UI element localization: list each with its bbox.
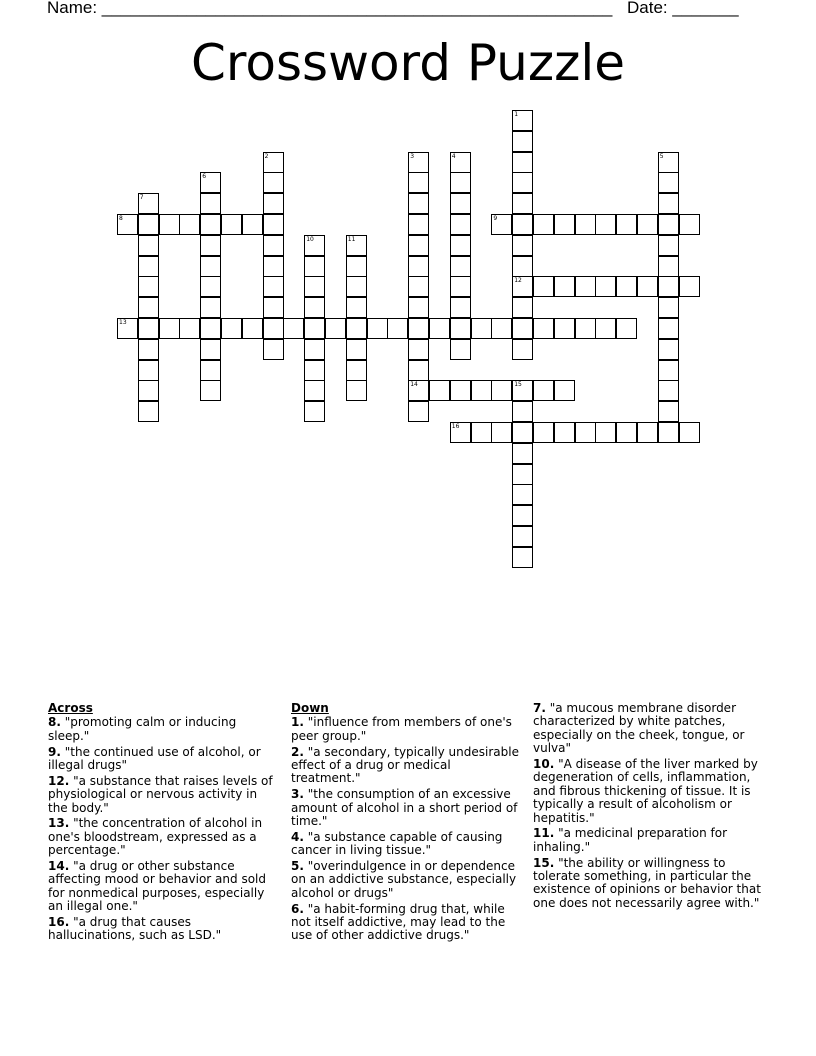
grid-cell[interactable]: [512, 547, 533, 568]
grid-cell[interactable]: [512, 131, 533, 152]
grid-cell[interactable]: [304, 318, 325, 339]
clue-num: 5.: [291, 859, 304, 874]
grid-cell[interactable]: [450, 297, 471, 318]
clue-item: [48, 716, 280, 743]
grid-cell[interactable]: [658, 235, 679, 256]
grid-cell[interactable]: [450, 152, 471, 173]
grid-cell[interactable]: [387, 318, 408, 339]
across-heading: Across: [48, 701, 93, 715]
clue-text: "a mucous membrane disorder characterized by white patches, especially on the cheek, tongue, or vulva": [533, 701, 745, 756]
date-field[interactable]: Date: _______: [627, 0, 739, 17]
grid-cell[interactable]: [138, 235, 159, 256]
grid-cell[interactable]: [138, 339, 159, 360]
clue-text: "the concentration of alcohol in one's bloodstream, expressed as a percentage.": [48, 816, 263, 858]
grid-cell[interactable]: [159, 318, 180, 339]
clue-item: [291, 860, 523, 900]
grid-cell[interactable]: [346, 339, 367, 360]
clue-num: 16.: [48, 915, 70, 930]
grid-cell[interactable]: [200, 339, 221, 360]
grid-cell[interactable]: [408, 256, 429, 277]
grid-cell[interactable]: [408, 214, 429, 235]
clue-num: 6.: [291, 901, 304, 916]
grid-cell[interactable]: [263, 152, 284, 173]
clue-number: 12: [514, 277, 522, 285]
down-clues-continued: [533, 702, 765, 913]
grid-cell[interactable]: [450, 339, 471, 360]
grid-cell[interactable]: [554, 214, 575, 235]
grid-cell[interactable]: [304, 256, 325, 277]
clue-num: 4.: [291, 829, 304, 844]
grid-cell[interactable]: [450, 256, 471, 277]
grid-cell[interactable]: [471, 318, 492, 339]
grid-cell[interactable]: [200, 297, 221, 318]
grid-cell[interactable]: [512, 256, 533, 277]
grid-cell[interactable]: [263, 318, 284, 339]
clue-number: 13: [119, 319, 127, 326]
grid-cell[interactable]: [138, 401, 159, 422]
grid-cell[interactable]: [512, 152, 533, 173]
clue-text: "A disease of the liver marked by degeneration of cells, inflammation, and fibrous thickening of tissue. It is typically a result of alcoholism or hepatitis.": [533, 757, 758, 825]
grid-cell[interactable]: [637, 276, 658, 297]
clue-item: [533, 857, 765, 911]
clue-item: [48, 775, 280, 815]
grid-cell[interactable]: [658, 422, 679, 443]
grid-cell[interactable]: [491, 214, 512, 235]
grid-cell[interactable]: [450, 193, 471, 214]
grid-cell[interactable]: [616, 318, 637, 339]
grid-cell[interactable]: [138, 318, 159, 339]
grid-cell[interactable]: [512, 380, 533, 401]
grid-cell[interactable]: [533, 276, 554, 297]
grid-cell[interactable]: [471, 422, 492, 443]
grid-cell[interactable]: [616, 276, 637, 297]
grid-cell[interactable]: [595, 214, 616, 235]
clue-number: 14: [410, 381, 418, 389]
grid-cell[interactable]: [200, 256, 221, 277]
grid-cell[interactable]: [408, 297, 429, 318]
clue-item: [48, 916, 280, 943]
clue-item: [48, 860, 280, 914]
clue-number: 1: [514, 111, 519, 118]
grid-cell[interactable]: [575, 276, 596, 297]
grid-cell[interactable]: [679, 276, 700, 297]
clue-text: "a secondary, typically undesirable effect of a drug or medical treatment.": [291, 744, 519, 786]
clue-item: [533, 827, 765, 854]
clue-item: [291, 903, 523, 943]
clue-item: [48, 817, 280, 857]
grid-cell[interactable]: [533, 318, 554, 339]
clue-num: 11.: [533, 826, 555, 841]
clue-item: [533, 702, 765, 756]
grid-cell[interactable]: [658, 360, 679, 381]
grid-cell[interactable]: [367, 318, 388, 339]
grid-cell[interactable]: [179, 214, 200, 235]
grid-cell[interactable]: [304, 401, 325, 422]
grid-cell[interactable]: [117, 318, 138, 339]
clue-num: 2.: [291, 744, 304, 759]
grid-cell[interactable]: [658, 172, 679, 193]
grid-cell[interactable]: [408, 235, 429, 256]
clue-text: "the ability or willingness to tolerate something, in particular the existence of opinions or behavior that one does not necessarily agree with.": [533, 855, 761, 910]
clue-num: 8.: [48, 715, 61, 730]
grid-cell[interactable]: [408, 318, 429, 339]
grid-cell[interactable]: [346, 318, 367, 339]
across-clues: [48, 702, 280, 945]
grid-cell[interactable]: [471, 380, 492, 401]
grid-cell[interactable]: [450, 235, 471, 256]
grid-cell[interactable]: [408, 276, 429, 297]
grid-cell[interactable]: [512, 276, 533, 297]
clue-text: "a drug or other substance affecting mood or behavior and sold for nonmedical purposes, especially an illegal one.": [48, 859, 266, 914]
grid-cell[interactable]: [512, 193, 533, 214]
clue-num: 7.: [533, 701, 546, 715]
grid-cell[interactable]: [658, 256, 679, 277]
clue-text: "a substance that raises levels of physiological or nervous activity in the body.": [48, 773, 273, 815]
grid-cell[interactable]: [304, 360, 325, 381]
grid-cell[interactable]: [242, 214, 263, 235]
name-field[interactable]: Name: ______________________________________________________: [47, 0, 613, 17]
grid-cell[interactable]: [138, 276, 159, 297]
grid-cell[interactable]: [616, 422, 637, 443]
grid-cell[interactable]: [200, 193, 221, 214]
grid-cell[interactable]: [512, 318, 533, 339]
clue-item: [48, 746, 280, 773]
grid-cell[interactable]: [263, 256, 284, 277]
grid-cell[interactable]: [408, 193, 429, 214]
clue-item: [291, 716, 523, 743]
grid-cell[interactable]: [491, 422, 512, 443]
grid-cell[interactable]: [616, 214, 637, 235]
grid-cell[interactable]: [138, 214, 159, 235]
grid-cell[interactable]: [554, 318, 575, 339]
grid-cell[interactable]: [242, 318, 263, 339]
grid-cell[interactable]: [679, 422, 700, 443]
clue-number: 15: [514, 381, 522, 389]
grid-cell[interactable]: [179, 318, 200, 339]
grid-cell[interactable]: [429, 318, 450, 339]
grid-cell[interactable]: [200, 235, 221, 256]
grid-cell[interactable]: [533, 422, 554, 443]
clue-number: 3: [410, 152, 415, 160]
grid-cell[interactable]: [346, 256, 367, 277]
grid-cell[interactable]: [263, 235, 284, 256]
grid-cell[interactable]: [450, 318, 471, 339]
grid-cell[interactable]: [304, 235, 325, 256]
grid-cell[interactable]: [138, 193, 159, 214]
grid-cell[interactable]: [263, 193, 284, 214]
down-heading: Down: [291, 701, 329, 715]
clue-text: "overindulgence in or dependence on an addictive substance, especially alcohol or drugs": [291, 859, 517, 900]
clue-text: "a substance capable of causing cancer in living tissue.": [291, 829, 503, 858]
clue-num: 3.: [291, 787, 304, 802]
grid-cell[interactable]: [575, 422, 596, 443]
clue-number: 16: [451, 423, 460, 430]
clue-number: 4: [451, 152, 456, 160]
grid-cell[interactable]: [554, 276, 575, 297]
grid-cell[interactable]: [595, 276, 616, 297]
clue-number: 8: [119, 215, 123, 222]
grid-cell[interactable]: [304, 297, 325, 318]
grid-cell[interactable]: [117, 214, 138, 235]
grid-cell[interactable]: [408, 360, 429, 381]
clue-text: "a medicinal preparation for inhaling.": [533, 826, 728, 854]
grid-cell[interactable]: [450, 380, 471, 401]
grid-cell[interactable]: [200, 214, 221, 235]
grid-cell[interactable]: [533, 214, 554, 235]
grid-cell[interactable]: [450, 172, 471, 193]
grid-cell[interactable]: [637, 214, 658, 235]
grid-cell[interactable]: [346, 235, 367, 256]
grid-cell[interactable]: [658, 401, 679, 422]
grid-cell[interactable]: [491, 318, 512, 339]
clue-text: "the consumption of an excessive amount of alcohol in a short period of time.": [291, 787, 518, 829]
grid-cell[interactable]: [491, 380, 512, 401]
clue-num: 13.: [48, 816, 70, 831]
clue-item: [291, 831, 523, 858]
grid-cell[interactable]: [450, 214, 471, 235]
grid-cell[interactable]: [512, 505, 533, 526]
grid-cell[interactable]: [304, 339, 325, 360]
grid-cell[interactable]: [200, 276, 221, 297]
grid-cell[interactable]: [512, 172, 533, 193]
clue-text: "a drug that causes hallucinations, such as LSD.": [48, 915, 222, 943]
clue-num: 9.: [48, 744, 61, 759]
grid-cell[interactable]: [512, 297, 533, 318]
grid-cell[interactable]: [138, 380, 159, 401]
grid-cell[interactable]: [138, 360, 159, 381]
grid-cell[interactable]: [512, 526, 533, 547]
grid-cell[interactable]: [283, 318, 304, 339]
down-clues: [291, 702, 523, 945]
grid-cell[interactable]: [221, 318, 242, 339]
page-title: Crossword Puzzle: [191, 34, 625, 92]
grid-cell[interactable]: [658, 214, 679, 235]
grid-cell[interactable]: [263, 297, 284, 318]
grid-cell[interactable]: [512, 464, 533, 485]
clue-number: 9: [493, 215, 498, 222]
grid-cell[interactable]: [512, 484, 533, 505]
grid-cell[interactable]: [408, 401, 429, 422]
clue-text: "a habit-forming drug that, while not itself addictive, may lead to the use of other addictive drugs.": [291, 901, 506, 943]
grid-cell[interactable]: [408, 380, 429, 401]
grid-cell[interactable]: [263, 214, 284, 235]
grid-cell[interactable]: [159, 214, 180, 235]
grid-cell[interactable]: [575, 214, 596, 235]
grid-cell[interactable]: [512, 235, 533, 256]
clue-item: [533, 758, 765, 825]
clue-text: "the continued use of alcohol, or illegal drugs": [48, 744, 261, 773]
clue-item: [291, 746, 523, 786]
grid-cell[interactable]: [658, 380, 679, 401]
clue-num: 15.: [533, 855, 555, 870]
clue-number: 7: [139, 194, 144, 202]
grid-cell[interactable]: [595, 422, 616, 443]
grid-cell[interactable]: [429, 380, 450, 401]
clue-number: 5: [659, 152, 664, 160]
grid-cell[interactable]: [512, 214, 533, 235]
grid-cell[interactable]: [512, 401, 533, 422]
grid-cell[interactable]: [408, 152, 429, 173]
grid-cell[interactable]: [595, 318, 616, 339]
grid-cell[interactable]: [658, 339, 679, 360]
clue-num: 10.: [533, 757, 555, 772]
clue-number: 6: [202, 173, 207, 181]
grid-cell[interactable]: [512, 110, 533, 131]
grid-cell[interactable]: [263, 172, 284, 193]
grid-cell[interactable]: [138, 256, 159, 277]
grid-cell[interactable]: [554, 380, 575, 401]
grid-cell[interactable]: [575, 318, 596, 339]
clue-num: 1.: [291, 715, 304, 730]
grid-cell[interactable]: [450, 422, 471, 443]
grid-cell[interactable]: [679, 214, 700, 235]
clue-item: [291, 788, 523, 828]
grid-cell[interactable]: [658, 276, 679, 297]
grid-cell[interactable]: [658, 193, 679, 214]
grid-cell[interactable]: [554, 422, 575, 443]
grid-cell[interactable]: [346, 360, 367, 381]
grid-cell[interactable]: [200, 360, 221, 381]
clue-num: 14.: [48, 859, 70, 874]
grid-cell[interactable]: [263, 276, 284, 297]
grid-cell[interactable]: [304, 276, 325, 297]
grid-cell[interactable]: [346, 276, 367, 297]
grid-cell[interactable]: [533, 380, 554, 401]
grid-cell[interactable]: [512, 422, 533, 443]
grid-cell[interactable]: [200, 380, 221, 401]
grid-cell[interactable]: [408, 172, 429, 193]
grid-cell[interactable]: [658, 152, 679, 173]
grid-cell[interactable]: [263, 339, 284, 360]
grid-cell[interactable]: [304, 380, 325, 401]
grid-cell[interactable]: [221, 214, 242, 235]
clue-text: "influence from members of one's peer group.": [291, 715, 512, 743]
grid-cell[interactable]: [408, 339, 429, 360]
clue-number: 11: [347, 235, 356, 243]
grid-cell[interactable]: [658, 318, 679, 339]
grid-cell[interactable]: [346, 297, 367, 318]
grid-cell[interactable]: [200, 318, 221, 339]
grid-cell[interactable]: [512, 443, 533, 464]
grid-cell[interactable]: [637, 422, 658, 443]
grid-cell[interactable]: [346, 380, 367, 401]
clue-num: 12.: [48, 773, 70, 788]
grid-cell[interactable]: [138, 297, 159, 318]
grid-cell[interactable]: [658, 297, 679, 318]
grid-cell[interactable]: [512, 339, 533, 360]
clue-text: "promoting calm or inducing sleep.": [48, 715, 237, 743]
clue-number: 10: [306, 235, 314, 243]
grid-cell[interactable]: [200, 172, 221, 193]
clue-number: 2: [264, 152, 269, 160]
grid-cell[interactable]: [325, 318, 346, 339]
grid-cell[interactable]: [450, 276, 471, 297]
